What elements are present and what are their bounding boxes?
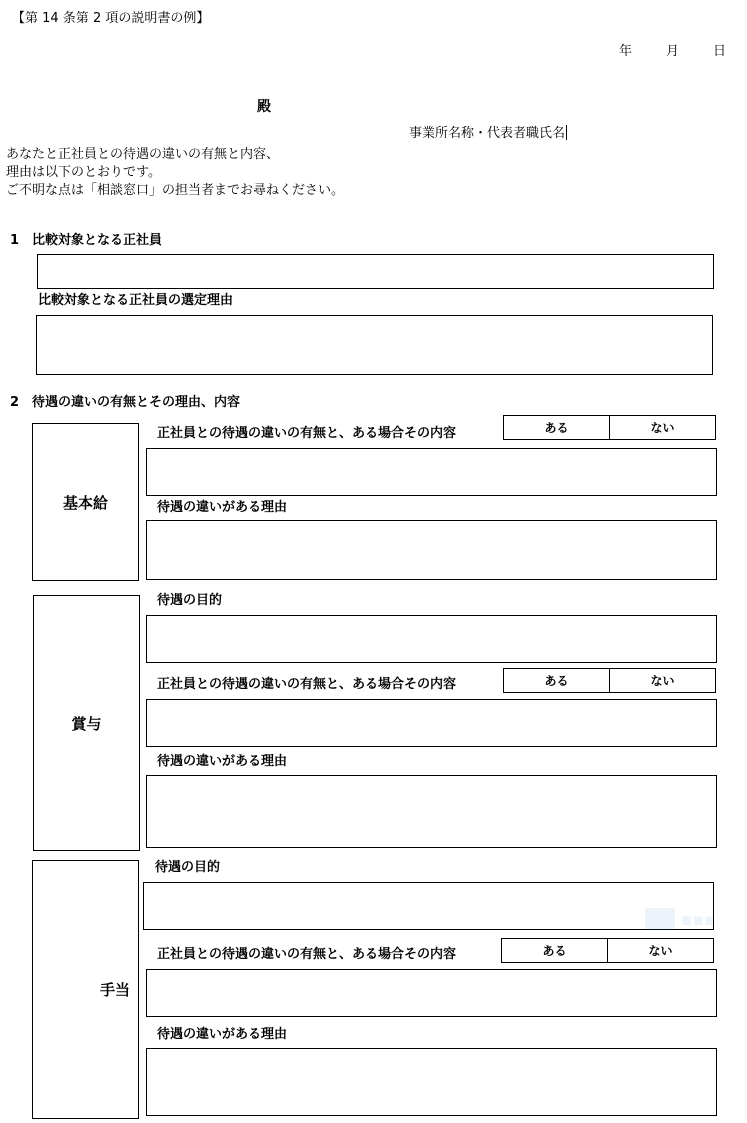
comparison-employee-field[interactable] — [37, 254, 714, 289]
yes-option[interactable]: ある — [544, 421, 569, 435]
diff-content-field[interactable] — [146, 448, 717, 496]
sender-name-label[interactable]: 事業所名称・代表者職氏名 — [409, 126, 566, 141]
intro-line-3: ご不明な点は「相談窓口」の担当者までお尋ねください。 — [6, 183, 345, 198]
no-option[interactable]: ない — [607, 939, 713, 962]
yes-no-selector[interactable] — [501, 938, 714, 963]
reason-field[interactable] — [146, 775, 717, 848]
intro-line-2: 理由は以下のとおりです。 — [6, 165, 161, 180]
diff-label: 正社員との待遇の違いの有無と、ある場合その内容 — [157, 426, 457, 441]
date-year: 年 — [619, 44, 633, 59]
yes-no-selector[interactable] — [503, 668, 716, 693]
yes-option[interactable]: ある — [542, 944, 567, 958]
yes-no-selector[interactable] — [503, 415, 716, 440]
document-label: 【第 14 条第 2 項の説明書の例】 — [12, 11, 210, 26]
watermark-square — [645, 908, 675, 930]
date-day: 日 — [713, 44, 727, 59]
category-base-salary — [32, 423, 139, 581]
diff-label: 正社員との待遇の違いの有無と、ある場合その内容 — [157, 947, 457, 962]
section1-heading: 1 比較対象となる正社員 — [10, 233, 163, 248]
no-option[interactable]: ない — [609, 416, 715, 439]
category-bonus — [33, 595, 140, 851]
date-month: 月 — [666, 44, 680, 59]
reason-field[interactable] — [146, 520, 717, 580]
watermark-mark: ▪▪▪ — [681, 910, 716, 930]
section2-heading: 2 待遇の違いの有無とその理由、内容 — [10, 395, 241, 410]
diff-content-field[interactable] — [146, 699, 717, 747]
category-label: 基本給 — [62, 493, 108, 512]
addressee-suffix: 殿 — [257, 99, 271, 115]
reason-label: 待遇の違いがある理由 — [157, 754, 288, 769]
purpose-field[interactable] — [146, 615, 717, 663]
no-option[interactable]: ない — [609, 669, 715, 692]
diff-content-field[interactable] — [146, 969, 717, 1017]
category-allowance — [32, 860, 139, 1119]
purpose-label: 待遇の目的 — [155, 860, 221, 875]
category-label: 手当 — [99, 981, 130, 999]
purpose-label: 待遇の目的 — [157, 593, 223, 608]
reason-label: 待遇の違いがある理由 — [157, 1027, 288, 1042]
reason-label: 待遇の違いがある理由 — [157, 500, 288, 515]
purpose-field[interactable] — [143, 882, 714, 930]
diff-label: 正社員との待遇の違いの有無と、ある場合その内容 — [157, 677, 457, 692]
yes-option[interactable]: ある — [544, 674, 569, 688]
reason-field[interactable] — [146, 1048, 717, 1116]
text-cursor — [566, 125, 567, 140]
intro-line-1: あなたと正社員との待遇の違いの有無と内容、 — [6, 147, 280, 162]
category-label: 賞与 — [71, 714, 102, 733]
selection-reason-field[interactable] — [36, 315, 713, 375]
selection-reason-label: 比較対象となる正社員の選定理由 — [38, 293, 234, 308]
watermark-logo — [645, 906, 745, 932]
